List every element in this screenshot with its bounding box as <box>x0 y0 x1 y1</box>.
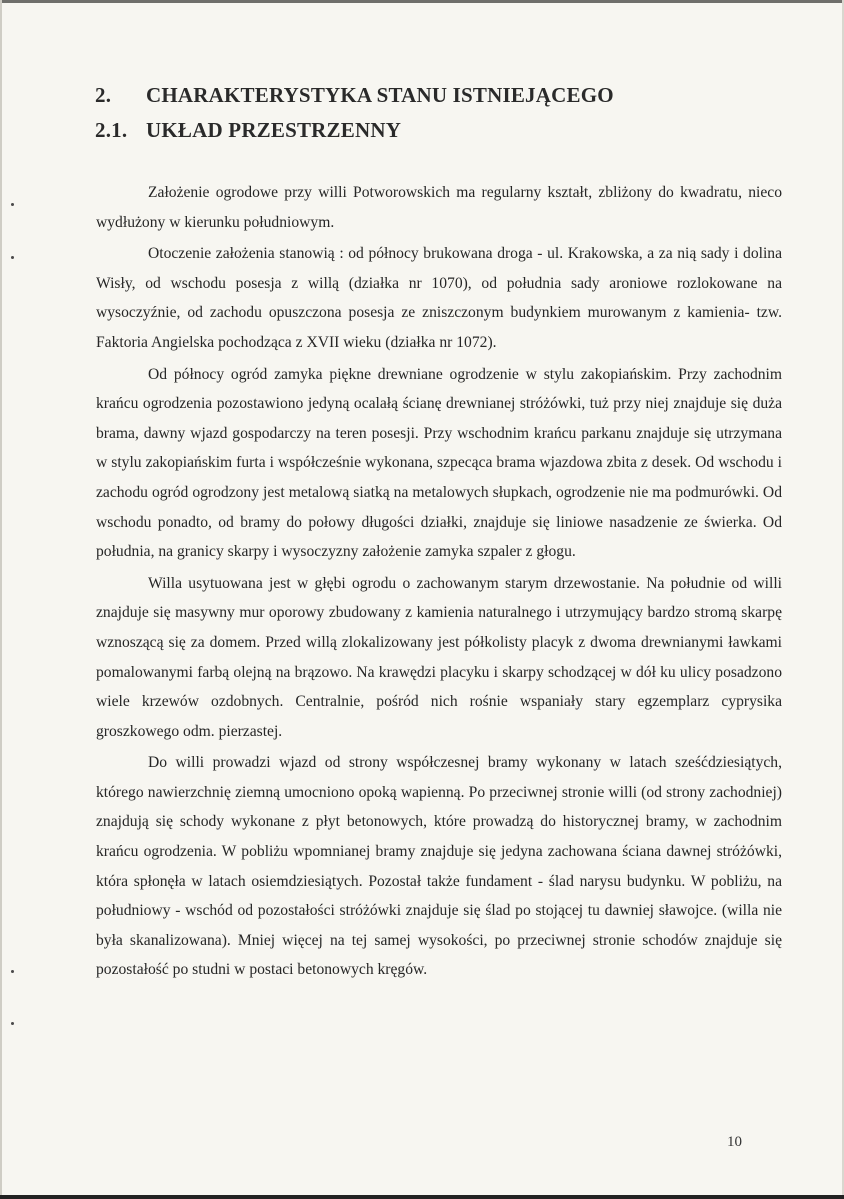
section-heading <box>95 118 401 143</box>
chapter-heading <box>95 83 614 108</box>
paragraph: Willa usytuowana jest w głębi ogrodu o zachowanym starym drzewostanie. Na południe od willi znajduje się masywny mur oporowy zbudowany z kamienia naturalnego i utrzymujący bardzo stromą skarpę wznoszącą się za domem. Przed willą zlokalizowany jest półkolisty placyk z dwoma drewnianymi ławkami pomalowanymi farbą olejną na brązowo. Na krawędzi placyku i skarpy schodzącej w dół ku ulicy posadzono wiele krzewów ozdobnych. Centralnie, pośród nich rośnie wspaniały stary egzemplarz cyprysika groszkowego odm. pierzastej. <box>96 574 782 740</box>
margin-dot <box>11 203 14 206</box>
scan-edge-left <box>0 0 2 1199</box>
paragraph: Od północy ogród zamyka piękne drewniane ogrodzenie w stylu zakopiańskim. Przy zachodnim krańcu ogrodzenia pozostawiono jedyną ocalałą ścianę drewnianej stróżówki, tuż przy niej znajduje się duża brama, dawny wjazd gospodarczy na teren posesji. Przy wschodnim krańcu parkanu znajduje się utrzymana w stylu zakopiańskim furta i współcześnie wykonana, szpecąca brama wjazdowa zbita z desek. Od wschodu i zachodu ogród ogrodzony jest metalową siatką na metalowych słupkach, ogrodzenie nie ma podmurówki. Od wschodu ponadto, od bramy do połowy długości działki, znajduje się liniowe nasadzenie ze świerka. Od południa, na granicy skarpy i wysoczyzny założenie zamyka szpaler z głogu. <box>96 365 782 561</box>
section-title: UKŁAD PRZESTRZENNY <box>146 118 402 142</box>
scan-edge-top <box>0 0 844 3</box>
chapter-title: CHARAKTERYSTYKA STANU ISTNIEJĄCEGO <box>146 83 614 107</box>
page-body <box>96 178 782 985</box>
margin-dot <box>11 1022 14 1025</box>
paragraph: Otoczenie założenia stanowią : od północy brukowana droga - ul. Krakowska, a za nią sady i dolina Wisły, od wschodu posesja z willą (działka nr 1070), od południa sady aroniowe rozlokowane na wysoczyźnie, od zachodu opuszczona posesja ze zniszczonym budynkiem murowanym z kamienia- tzw. Faktoria Angielska pochodząca z XVII wieku (działka nr 1072). <box>96 245 782 351</box>
page-number: 10 <box>727 1134 742 1150</box>
margin-dot <box>11 970 14 973</box>
margin-dot <box>11 256 14 259</box>
paragraph: Do willi prowadzi wjazd od strony współczesnej bramy wykonany w latach sześćdziesiątych, którego nawierzchnię ziemną umocniono opoką wapienną. Po przeciwnej stronie willi (od strony zachodniej) znajdują się schody wykonane z płyt betonowych, które prowadzą do historycznej bramy, w zachodnim krańcu ogrodzenia. W pobliżu wpomnianej bramy znajduje się jedyna zachowana ściana dawnej stróżówki, która spłonęła w latach osiemdziesiątych. Pozostał także fundament - ślad narysu budynku. W pobliżu, na południowy - wschód od pozostałości stróżówki znajduje się ślad po stojącej tu dawniej sławojce. (willa nie była skanalizowana). Mniej więcej na tej samej wysokości, po przeciwnej stronie schodów znajduje się pozostałość po studni w postaci betonowych kręgów. <box>96 754 782 979</box>
paragraph: Założenie ogrodowe przy willi Potworowskich ma regularny kształt, zbliżony do kwadratu, nieco wydłużony w kierunku południowym. <box>96 184 782 231</box>
scan-edge-bottom <box>0 1195 844 1199</box>
chapter-number: 2. <box>95 83 112 107</box>
section-number: 2.1. <box>95 118 128 142</box>
